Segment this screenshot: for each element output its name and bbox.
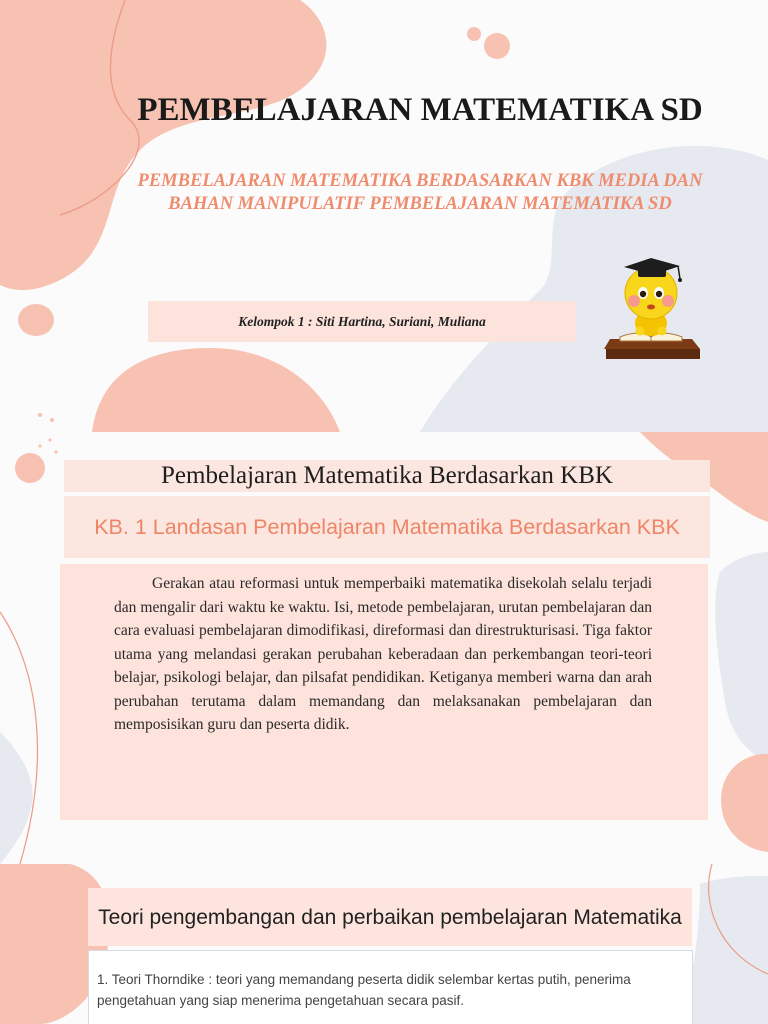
section-subtitle-banner — [64, 496, 710, 558]
section-title: Pembelajaran Matematika Berdasarkan KBK — [161, 462, 613, 489]
title-slide — [0, 0, 768, 432]
content-slide-kbk — [0, 432, 768, 864]
graduate-mascot-reading-icon — [596, 255, 706, 363]
background-shapes — [0, 0, 768, 432]
body-panel — [60, 564, 708, 820]
group-members-text: Kelompok 1 : Siti Hartina, Suriani, Muliana — [238, 313, 486, 329]
body-paragraph: Gerakan atau reformasi untuk memperbaiki matematika disekolah selalu terjadi dan mengalir dari waktu ke waktu. Isi, metode pembelajaran, urutan pembelajaran dan cara evaluasi pembelajaran dimodifikasi, direformasi dan direstrukturisasi. Tiga faktor utama yang melandasi gerakan perubahan keberadaan dan perkembangan teori-teori belajar, psikologi belajar, dan pilsafat pendidikan. Ketiganya memberi warna dan arah perubahan terutama dalam memandang dan melaksanakan pembelajaran dan memposisikan guru dan peserta didik. — [114, 575, 652, 733]
group-banner — [148, 301, 576, 342]
page-title: PEMBELAJARAN MATEMATIKA SD — [137, 92, 703, 128]
section-subtitle: KB. 1 Landasan Pembelajaran Matematika Berdasarkan KBK — [94, 515, 680, 539]
page-subtitle: PEMBELAJARAN MATEMATIKA BERDASARKAN KBK MEDIA DAN BAHAN MANIPULATIF PEMBELAJARAN MATEMATIKA SD — [137, 171, 703, 214]
section-title: Teori pengembangan dan perbaikan pembelajaran Matematika — [98, 905, 682, 929]
section-title-banner — [64, 460, 710, 492]
section-title-banner — [88, 888, 692, 946]
content-slide-theories — [0, 864, 768, 1024]
body-panel — [88, 950, 693, 1024]
body-paragraph: 1. Teori Thorndike : teori yang memandang peserta didik selembar kertas putih, penerima pengetahuan yang siap menerima pengetahuan secara pasif. — [97, 972, 631, 1008]
